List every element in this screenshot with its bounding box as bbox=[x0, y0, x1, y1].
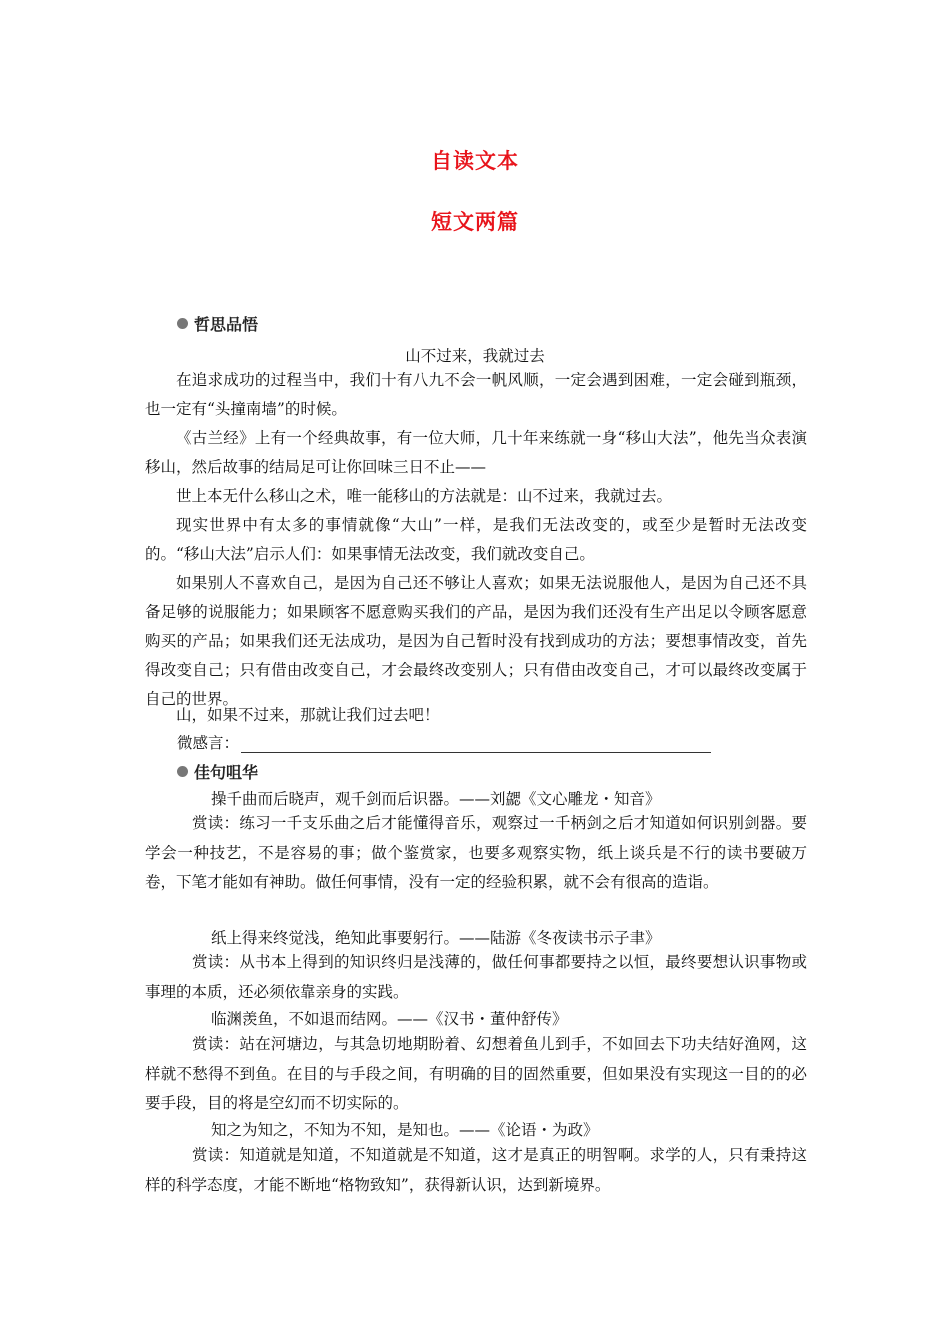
appreciation: 赏读：从书本上得到的知识终归是浅薄的，做任何事都要持之以恒，最终要想认识事物或事理的本质，还必须依靠亲身的实践。 bbox=[145, 953, 807, 1001]
page-subtitle: 短文两篇 bbox=[431, 210, 519, 234]
page-title: 自读文本 bbox=[431, 149, 519, 173]
paragraph: 山，如果不过来，那就让我们过去吧！ bbox=[176, 706, 440, 724]
bullet-icon bbox=[177, 318, 188, 329]
paragraph: 《古兰经》上有一个经典故事，有一位大师，几十年来练就一身“移山大法”，他先当众表演移山，然后故事的结局足可让你回味三日不止—— bbox=[145, 429, 807, 476]
quote: 操千曲而后晓声，观千剑而后识器。——刘勰《文心雕龙・知音》 bbox=[211, 790, 661, 808]
micro-reflection-input-line[interactable] bbox=[241, 736, 711, 753]
quote: 临渊羡鱼，不如退而结网。——《汉书・董仲舒传》 bbox=[211, 1010, 568, 1028]
bullet-icon bbox=[177, 766, 188, 777]
section-heading-text: 佳句咀华 bbox=[194, 763, 259, 782]
section-heading-text: 哲思品悟 bbox=[194, 315, 259, 334]
section-heading-philosophy bbox=[177, 312, 258, 335]
paragraph: 现实世界中有太多的事情就像“大山”一样，是我们无法改变的，或至少是暂时无法改变的。“移山大法”启示人们：如果事情无法改变，我们就改变自己。 bbox=[145, 516, 807, 563]
appreciation: 赏读：知道就是知道，不知道就是不知道，这才是真正的明智啊。求学的人，只有秉持这样的科学态度，才能不断地“格物致知”，获得新认识，达到新境界。 bbox=[145, 1146, 807, 1194]
paragraph: 世上本无什么移山之术，唯一能移山的方法就是：山不过来，我就过去。 bbox=[176, 487, 673, 505]
appreciation: 赏读：站在河塘边，与其急切地期盼着、幻想着鱼儿到手，不如回去下功夫结好渔网，这样就不愁得不到鱼。在目的与手段之间，有明确的目的固然重要，但如果没有实现这一目的的必要手段，目的将是空幻而不切实际的。 bbox=[145, 1035, 807, 1112]
micro-reflection-label: 微感言： bbox=[177, 734, 240, 752]
article-title: 山不过来，我就过去 bbox=[405, 347, 545, 365]
quote: 纸上得来终觉浅，绝知此事要躬行。——陆游《冬夜读书示子聿》 bbox=[211, 929, 661, 947]
section-heading-quotes bbox=[177, 760, 258, 783]
micro-reflection bbox=[177, 731, 711, 753]
paragraph: 如果别人不喜欢自己，是因为自己还不够让人喜欢；如果无法说服他人，是因为自己还不具备足够的说服能力；如果顾客不愿意购买我们的产品，是因为我们还没有生产出足以令顾客愿意购买的产品；如果我们还无法成功，是因为自己暂时没有找到成功的方法；要想事情改变，首先得改变自己；只有借由改变自己，才会最终改变别人；只有借由改变自己，才可以最终改变属于自己的世界。 bbox=[145, 574, 807, 708]
appreciation: 赏读：练习一千支乐曲之后才能懂得音乐，观察过一千柄剑之后才知道如何识别剑器。要学会一种技艺，不是容易的事；做个鉴赏家，也要多观察实物，纸上谈兵是不行的读书要破万卷，下笔才能如有神助。做任何事情，没有一定的经验积累，就不会有很高的造诣。 bbox=[145, 814, 807, 891]
paragraph: 在追求成功的过程当中，我们十有八九不会一帆风顺，一定会遇到困难，一定会碰到瓶颈，也一定有“头撞南墙”的时候。 bbox=[145, 371, 807, 418]
quote: 知之为知之，不知为不知，是知也。——《论语・为政》 bbox=[211, 1121, 599, 1139]
